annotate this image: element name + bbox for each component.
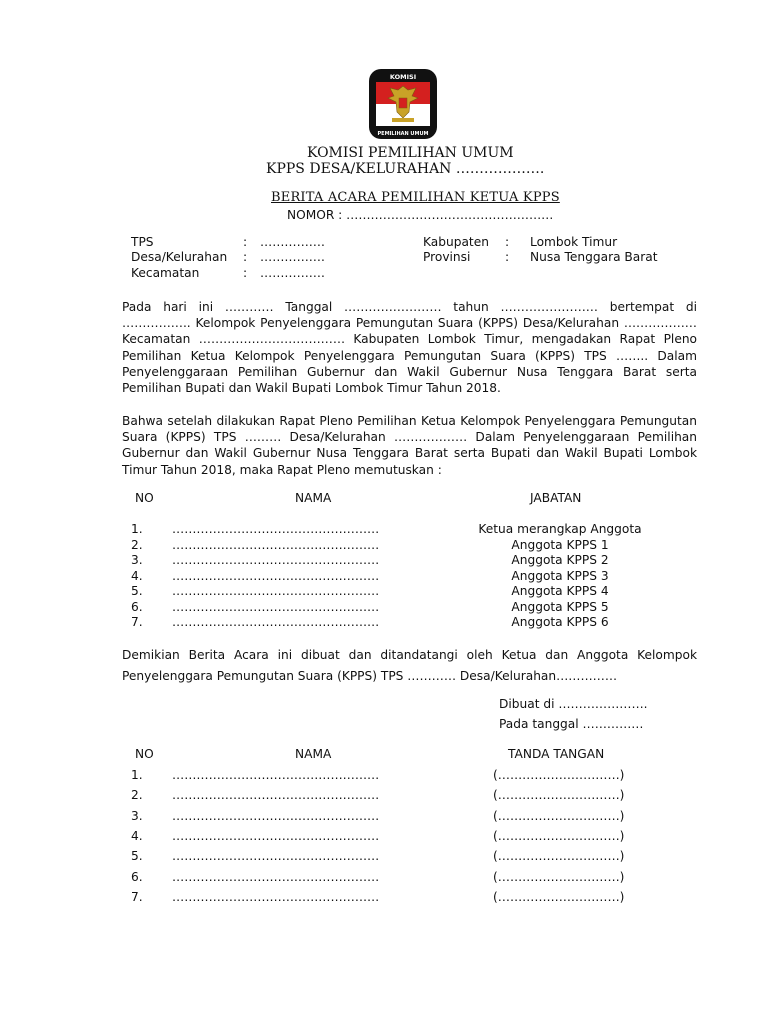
table2-row-signature: (…………………………) — [493, 768, 625, 782]
info-sep: : — [505, 250, 510, 264]
table1-row-jabatan: Anggota KPPS 2 — [511, 553, 609, 567]
info-label-kabupaten: Kabupaten — [423, 235, 489, 249]
info-label-provinsi: Provinsi — [423, 250, 471, 264]
table2-row-signature: (…………………………) — [493, 849, 625, 863]
kpu-logo-icon — [368, 68, 438, 140]
paragraph-decision: Bahwa setelah dilakukan Rapat Pleno Pemilihan Ketua Kelompok Penyelenggara Pemungutan Suara (KPPS) TPS ……… Desa/Kelurahan ……………… Dalam Penyelenggaraan Pemilihan Gubernur dan Wakil Gubernur Nusa Tenggara Barat serta Bupati dan Wakil Bupati Lombok Timur Tahun 2018, maka Rapat Pleno memutuskan : — [122, 414, 697, 477]
info-value-tps: ……………. — [260, 235, 325, 249]
info-value-desa: ……………. — [260, 250, 325, 264]
logo-top-text: KOMISI — [389, 73, 417, 81]
table1-header-no: NO — [135, 491, 154, 505]
table2-row-nama: …………………………………………… — [172, 809, 380, 823]
info-value-provinsi: Nusa Tenggara Barat — [530, 250, 658, 264]
paragraph-closing: Demikian Berita Acara ini dibuat dan ditandatangi oleh Ketua dan Anggota Kelompok Penyelenggara Pemungutan Suara (KPPS) TPS ………… Desa/Kelurahan…………… — [122, 648, 697, 683]
table1-row-no: 7. — [131, 615, 143, 629]
table1-row-nama: …………………………………………… — [172, 569, 380, 583]
info-sep: : — [243, 250, 248, 264]
table2-row-no: 3. — [131, 809, 143, 823]
table2-row-no: 7. — [131, 890, 143, 904]
table1-row-jabatan: Anggota KPPS 4 — [511, 584, 609, 598]
table2-header-nama: NAMA — [295, 747, 332, 761]
info-value-kabupaten: Lombok Timur — [530, 235, 618, 249]
info-sep: : — [505, 235, 510, 249]
nomor-line: NOMOR : …………………………………………… — [287, 208, 554, 222]
table2-row-signature: (…………………………) — [493, 788, 625, 802]
table1-row-no: 1. — [131, 522, 143, 536]
table2-header-no: NO — [135, 747, 154, 761]
table1-row-no: 2. — [131, 538, 143, 552]
table1-header-nama: NAMA — [295, 491, 332, 505]
table1-row-jabatan: Anggota KPPS 6 — [511, 615, 609, 629]
table1-row-jabatan: Anggota KPPS 1 — [511, 538, 609, 552]
table1-row-jabatan: Anggota KPPS 3 — [511, 569, 609, 583]
table2-header-ttd: TANDA TANGAN — [508, 747, 605, 761]
table2-row-signature: (…………………………) — [493, 809, 625, 823]
doc-title: BERITA ACARA PEMILIHAN KETUA KPPS — [271, 190, 560, 205]
table2-row-no: 4. — [131, 829, 143, 843]
table2-row-nama: …………………………………………… — [172, 788, 380, 802]
table1-row-nama: …………………………………………… — [172, 553, 380, 567]
table2-row-nama: …………………………………………… — [172, 768, 380, 782]
table1-header-jabatan: JABATAN — [530, 491, 582, 505]
table1-row-jabatan: Ketua merangkap Anggota — [478, 522, 642, 536]
info-sep: : — [243, 235, 248, 249]
info-label-tps: TPS — [131, 235, 154, 249]
table1-row-nama: …………………………………………… — [172, 600, 380, 614]
table2-row-nama: …………………………………………… — [172, 829, 380, 843]
table2-row-no: 6. — [131, 870, 143, 884]
info-label-desa: Desa/Kelurahan — [131, 250, 228, 264]
info-sep: : — [243, 266, 248, 280]
table1-row-no: 5. — [131, 584, 143, 598]
table1-row-no: 4. — [131, 569, 143, 583]
org-name: KOMISI PEMILIHAN UMUM — [307, 145, 514, 161]
dibuat-di: Dibuat di …………………. — [499, 697, 648, 711]
table1-row-jabatan: Anggota KPPS 5 — [511, 600, 609, 614]
info-label-kecamatan: Kecamatan — [131, 266, 200, 280]
table2-row-signature: (…………………………) — [493, 870, 625, 884]
table2-row-nama: …………………………………………… — [172, 849, 380, 863]
table2-row-no: 5. — [131, 849, 143, 863]
table1-row-nama: …………………………………………… — [172, 615, 380, 629]
table1-row-nama: …………………………………………… — [172, 584, 380, 598]
logo-bottom-text: PEMILIHAN UMUM — [377, 131, 429, 137]
paragraph-opening: Pada hari ini ………… Tanggal …………………… tahun …………………… bertempat di …………….. Kelompok Penyelenggara Pemungutan Suara (KPPS) Desa/Kelurahan ……………… Kecamatan ……………………………… Kabupaten Lombok Timur, mengadakan Rapat Pleno Pemilihan Ketua Kelompok Penyelenggara Pemungutan Suara (KPPS) TPS …….. Dalam Penyelenggaraan Pemilihan Gubernur dan Wakil Gubernur Nusa Tenggara Barat serta Pemilihan Bupati dan Wakil Bupati Lombok Timur Tahun 2018. — [122, 300, 697, 396]
info-value-kecamatan: ……………. — [260, 266, 325, 280]
table2-row-signature: (…………………………) — [493, 829, 625, 843]
table1-row-no: 3. — [131, 553, 143, 567]
table2-row-nama: …………………………………………… — [172, 890, 380, 904]
kpps-line: KPPS DESA/KELURAHAN ………………. — [266, 161, 545, 177]
table1-row-nama: …………………………………………… — [172, 538, 380, 552]
table1-row-no: 6. — [131, 600, 143, 614]
pada-tanggal: Pada tanggal …………… — [499, 717, 644, 731]
table2-row-nama: …………………………………………… — [172, 870, 380, 884]
table2-row-no: 1. — [131, 768, 143, 782]
table2-row-signature: (…………………………) — [493, 890, 625, 904]
table1-row-nama: …………………………………………… — [172, 522, 380, 536]
table2-row-no: 2. — [131, 788, 143, 802]
